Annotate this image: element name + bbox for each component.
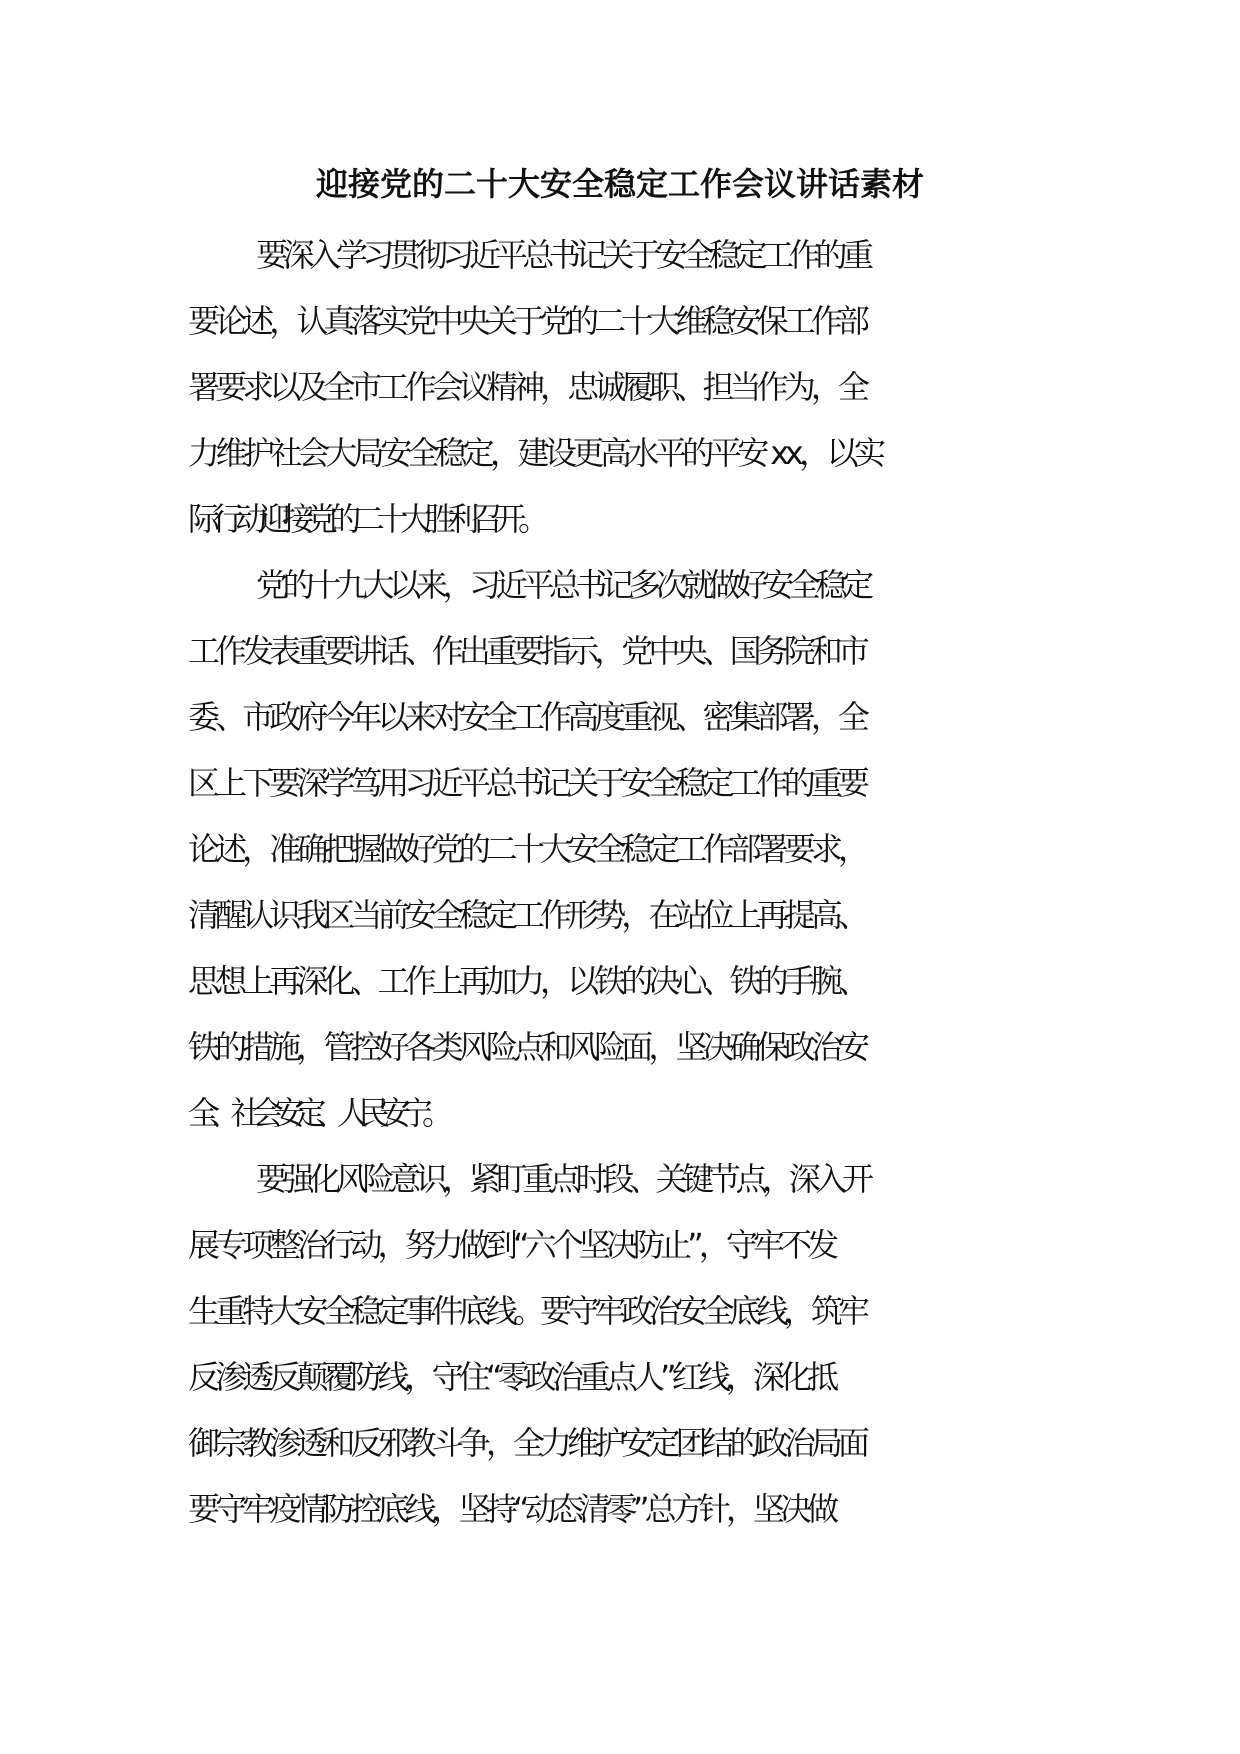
text-line: 际行动迎接党的二十大胜利召开。 — [188, 500, 542, 538]
text-line: 工作发表重要讲话、作出重要指示，党中央、国务院和市 — [188, 632, 866, 670]
text-line: 铁的措施，管控好各类风险点和风险面，坚决确保政治安 — [188, 1028, 866, 1066]
text-line: 反渗透反颠覆防线，守住“零政治重点人”红线，深化抵 — [188, 1358, 835, 1396]
text-line: 区上下要深学笃用习近平总书记关于安全稳定工作的重要 — [188, 764, 866, 802]
document-title: 迎接党的二十大安全稳定工作会议讲话素材 — [315, 165, 924, 203]
text-line: 论述，准确把握做好党的二十大安全稳定工作部署要求， — [188, 830, 866, 868]
text-line: 思想上再深化、工作上再加力，以铁的决心、铁的手腕、 — [188, 962, 866, 1000]
text-line: 署要求以及全市工作会议精神，忠诚履职、担当作为，全 — [188, 368, 866, 406]
text-line: 要论述，认真落实党中央关于党的二十大维稳安保工作部 — [188, 302, 866, 340]
text-line: 要强化风险意识，紧盯重点时段、关键节点，深入开 — [256, 1160, 869, 1198]
text-line: 党的十九大以来，习近平总书记多次就做好安全稳定 — [256, 566, 869, 604]
text-line: 生重特大安全稳定事件底线。要守牢政治安全底线，筑牢 — [188, 1292, 866, 1330]
text-line: 委、市政府今年以来对安全工作高度重视、密集部署，全 — [188, 698, 866, 736]
text-line: 要守牢疫情防控底线，坚持“动态清零”总方针，坚决做 — [188, 1490, 835, 1528]
text-line: 要深入学习贯彻习近平总书记关于安全稳定工作的重 — [256, 236, 869, 274]
document-body — [188, 222, 1058, 1542]
text-line: 御宗教渗透和反邪教斗争，全力维护安定团结的政治局面 — [188, 1424, 866, 1462]
text-line: 清醒认识我区当前安全稳定工作形势，在站位上再提高、 — [188, 896, 866, 934]
text-line: 力维护社会大局安全稳定，建设更高水平的平安 xx，以实 — [188, 434, 882, 472]
text-line: 全、社会安定、人民安宁。 — [188, 1094, 444, 1132]
text-line: 展专项整治行动，努力做到“六个坚决防止”，守牢不发 — [188, 1226, 835, 1264]
